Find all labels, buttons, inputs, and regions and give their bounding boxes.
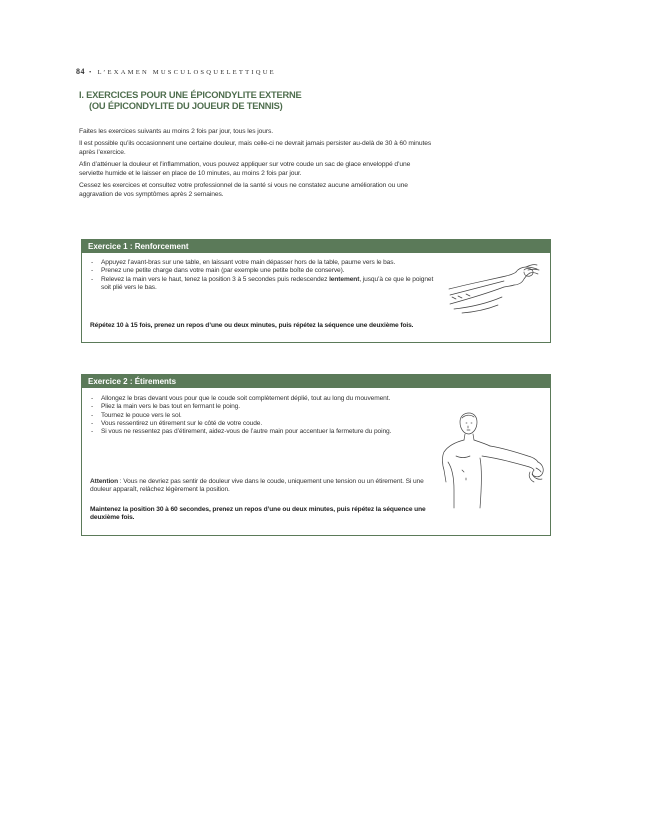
- intro-paragraph: Afin d’atténuer la douleur et l’inflammation, vous pouvez appliquer sur votre coude un sac de glace enveloppé d’une serviette humide et le laisser en place de 10 minutes, au moins 2 fois par jour.: [79, 161, 411, 177]
- intro-paragraph: Il est possible qu’ils occasionnent une certaine douleur, mais celle-ci ne devrait jamais persister au-delà de 30 à 60 minutes après l’exercice.: [79, 140, 432, 156]
- header-separator: •: [89, 69, 94, 76]
- forearm-wrist-illustration: [444, 259, 544, 339]
- intro-paragraph: Cessez les exercices et consultez votre professionnel de la santé si vous ne constatez aucune amélioration ou une aggravation de vos symptômes après 2 semaines.: [79, 182, 408, 198]
- exercise-2-box: [81, 374, 551, 536]
- attention-text: : Vous ne devriez pas sentir de douleur vive dans le coude, uniquement une tension ou un étirement. Si une douleur apparaît, relâchez légèrement la position.: [90, 478, 424, 494]
- list-item: - Pliez la main vers le bas tout en fermant le poing.: [90, 403, 442, 411]
- exercise-1-steps: [90, 259, 442, 292]
- step-emphasis: lentement: [329, 275, 360, 283]
- exercise-2-repeat: Maintenez la position 30 à 60 secondes, prenez un repos d’une ou deux minutes, puis répétez la séquence une deuxième fois.: [90, 506, 426, 522]
- section-title-line1: I. EXERCICES POUR UNE ÉPICONDYLITE EXTERNE: [79, 90, 302, 100]
- arm-stretch-illustration: [436, 412, 548, 512]
- exercise-2-attention: [90, 478, 442, 495]
- list-item: - Vous ressentirez un étirement sur le côté de votre coude.: [90, 420, 442, 428]
- list-item: [90, 276, 442, 293]
- list-item: - Appuyez l’avant-bras sur une table, en laissant votre main dépasser hors de la table, paume vers le bas.: [90, 259, 442, 267]
- running-title: L’EXAMEN MUSCULOSQUELETTIQUE: [97, 69, 276, 76]
- list-item: - Tournez le pouce vers le sol.: [90, 412, 442, 420]
- exercise-2-title: Exercice 2 : Étirements: [82, 375, 550, 388]
- list-item: - Allongez le bras devant vous pour que le coude soit complètement déplié, tout au long du mouvement.: [90, 395, 442, 403]
- exercise-1-box: [81, 239, 551, 343]
- page-number: 84: [76, 67, 85, 76]
- intro-text: [79, 127, 434, 202]
- exercise-1-title: Exercice 1 : Renforcement: [82, 240, 550, 253]
- section-title: [79, 90, 302, 112]
- intro-paragraph: Faites les exercices suivants au moins 2 fois par jour, tous les jours.: [79, 128, 273, 135]
- section-title-line2: (OU ÉPICONDYLITE DU JOUEUR DE TENNIS): [89, 101, 283, 111]
- step-text: Relevez la main vers le haut, tenez la position 3 à 5 secondes puis redescendez: [101, 275, 330, 283]
- list-item: - Prenez une petite charge dans votre main (par exemple une petite boîte de conserve).: [90, 267, 442, 275]
- exercise-1-repeat: Répétez 10 à 15 fois, prenez un repos d’une ou deux minutes, puis répétez la séquence une deuxième fois.: [90, 322, 414, 329]
- exercise-2-steps: [90, 395, 442, 436]
- step-text: , jusqu’à ce que le poignet soit plié vers le bas.: [101, 275, 434, 291]
- running-head: [76, 67, 276, 76]
- attention-label: Attention: [90, 478, 119, 485]
- list-item: - Si vous ne ressentez pas d’étirement, aidez-vous de l’autre main pour accentuer la fermeture du poing.: [90, 428, 442, 436]
